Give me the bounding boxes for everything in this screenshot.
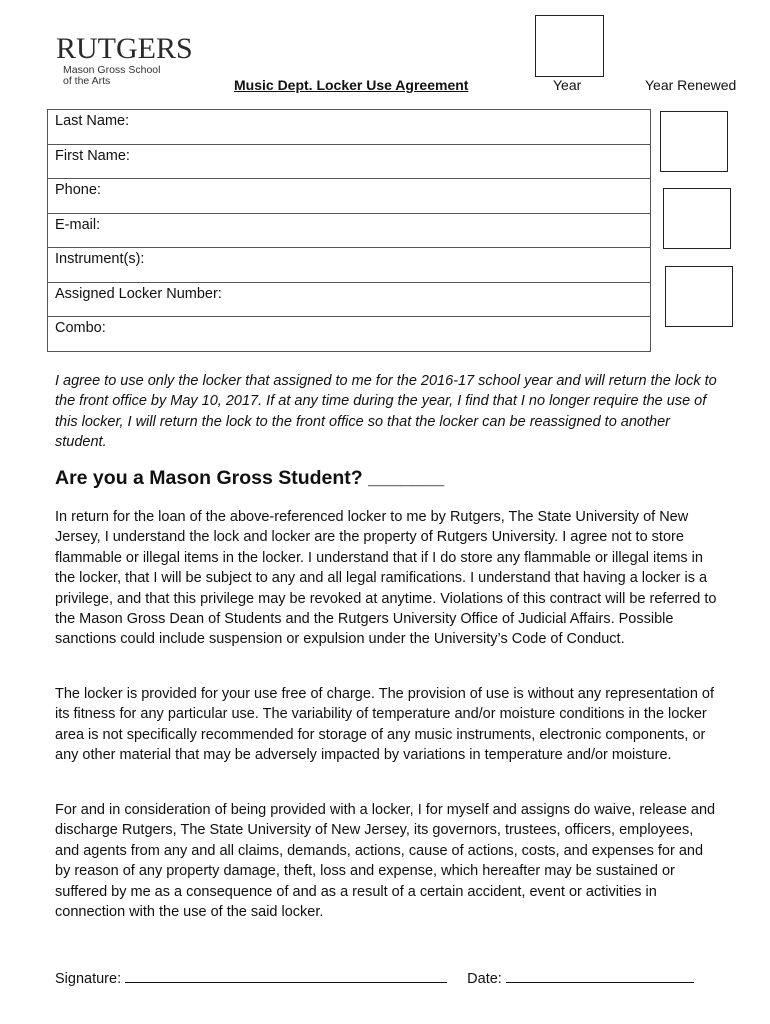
logo-wordmark: RUTGERS <box>56 32 193 65</box>
rutgers-logo <box>56 32 193 87</box>
signature-row <box>55 968 735 987</box>
free-of-charge-paragraph: The locker is provided for your use free of charge. The provision of use is without any representation of its fitness for any particular use. The variability of temperature and/or moisture conditions in the locker area is not specifically recommended for storage of any music instruments, electronic components, or any other material that may be adversely impacted by variations in temperature and/or moisture. <box>55 686 715 764</box>
first-name-label: First Name: <box>55 147 130 164</box>
signature-label: Signature: <box>55 971 122 987</box>
instruments-field[interactable] <box>48 248 650 283</box>
agreement-statement: I agree to use only the locker that assigned to me for the 2016-17 school year and will return the lock to the front office by May 10, 2017. If at any time during the year, I find that I no longer require the use of this locker, I will return the lock to the front office so that the locker can be reassigned to another student. <box>55 373 717 451</box>
year-renewed-box-2[interactable] <box>663 188 731 249</box>
mason-gross-student-question: Are you a Mason Gross Student? _______ <box>55 467 445 489</box>
phone-field[interactable] <box>48 179 650 214</box>
email-label: E-mail: <box>55 216 101 233</box>
student-info-form <box>47 109 651 352</box>
first-name-field[interactable] <box>48 145 650 180</box>
phone-label: Phone: <box>55 182 101 198</box>
combo-label: Combo: <box>55 320 106 336</box>
instruments-label: Instrument(s): <box>55 251 145 267</box>
signature-blank[interactable] <box>125 968 447 983</box>
locker-number-field[interactable] <box>48 283 650 318</box>
waiver-paragraph: For and in consideration of being provided with a locker, I for myself and assigns do waive, release and discharge Rutgers, The State University of New Jersey, its governors, trustees, officers, employees, and agents from any and all claims, demands, actions, cause of actions, costs, and expenses for and by reason of any property damage, theft, loss and expense, which hereafter may be sustained or suffered by me as a consequence of and as a result of a certain accident, event or activities in connection with the use of the said locker. <box>55 802 716 921</box>
document-title: Music Dept. Locker Use Agreement <box>234 77 469 93</box>
year-renewed-label: Year Renewed <box>645 77 737 93</box>
logo-subtitle-line1: Mason Gross School <box>63 64 161 76</box>
date-blank[interactable] <box>506 968 694 983</box>
logo-subtitle-line2: of the Arts <box>63 75 111 87</box>
year-label: Year <box>553 77 582 93</box>
year-renewed-box-3[interactable] <box>665 266 733 327</box>
combo-field[interactable] <box>48 317 650 352</box>
loan-terms-paragraph: In return for the loan of the above-referenced locker to me by Rutgers, The State University of New Jersey, I understand the lock and locker are the property of Rutgers University. I agree not to store flammable or illegal items in the locker. I understand that if I do store any flammable or illegal items in the locker, that I will be subject to any and all legal ramifications. I understand that having a locker is a privilege, and that this privilege may be revoked at anytime. Violations of this contract will be referred to the Mason Gross Dean of Students and the Rutgers University Office of Judicial Affairs. Possible sanctions could include suspension or expulsion under the University’s Code of Conduct. <box>55 509 717 648</box>
locker-number-label: Assigned Locker Number: <box>55 285 222 302</box>
date-label: Date: <box>467 971 502 987</box>
last-name-field[interactable] <box>48 110 650 145</box>
last-name-label: Last Name: <box>55 113 130 129</box>
year-box[interactable] <box>535 15 604 77</box>
year-renewed-box-1[interactable] <box>660 111 728 172</box>
email-field[interactable] <box>48 214 650 249</box>
